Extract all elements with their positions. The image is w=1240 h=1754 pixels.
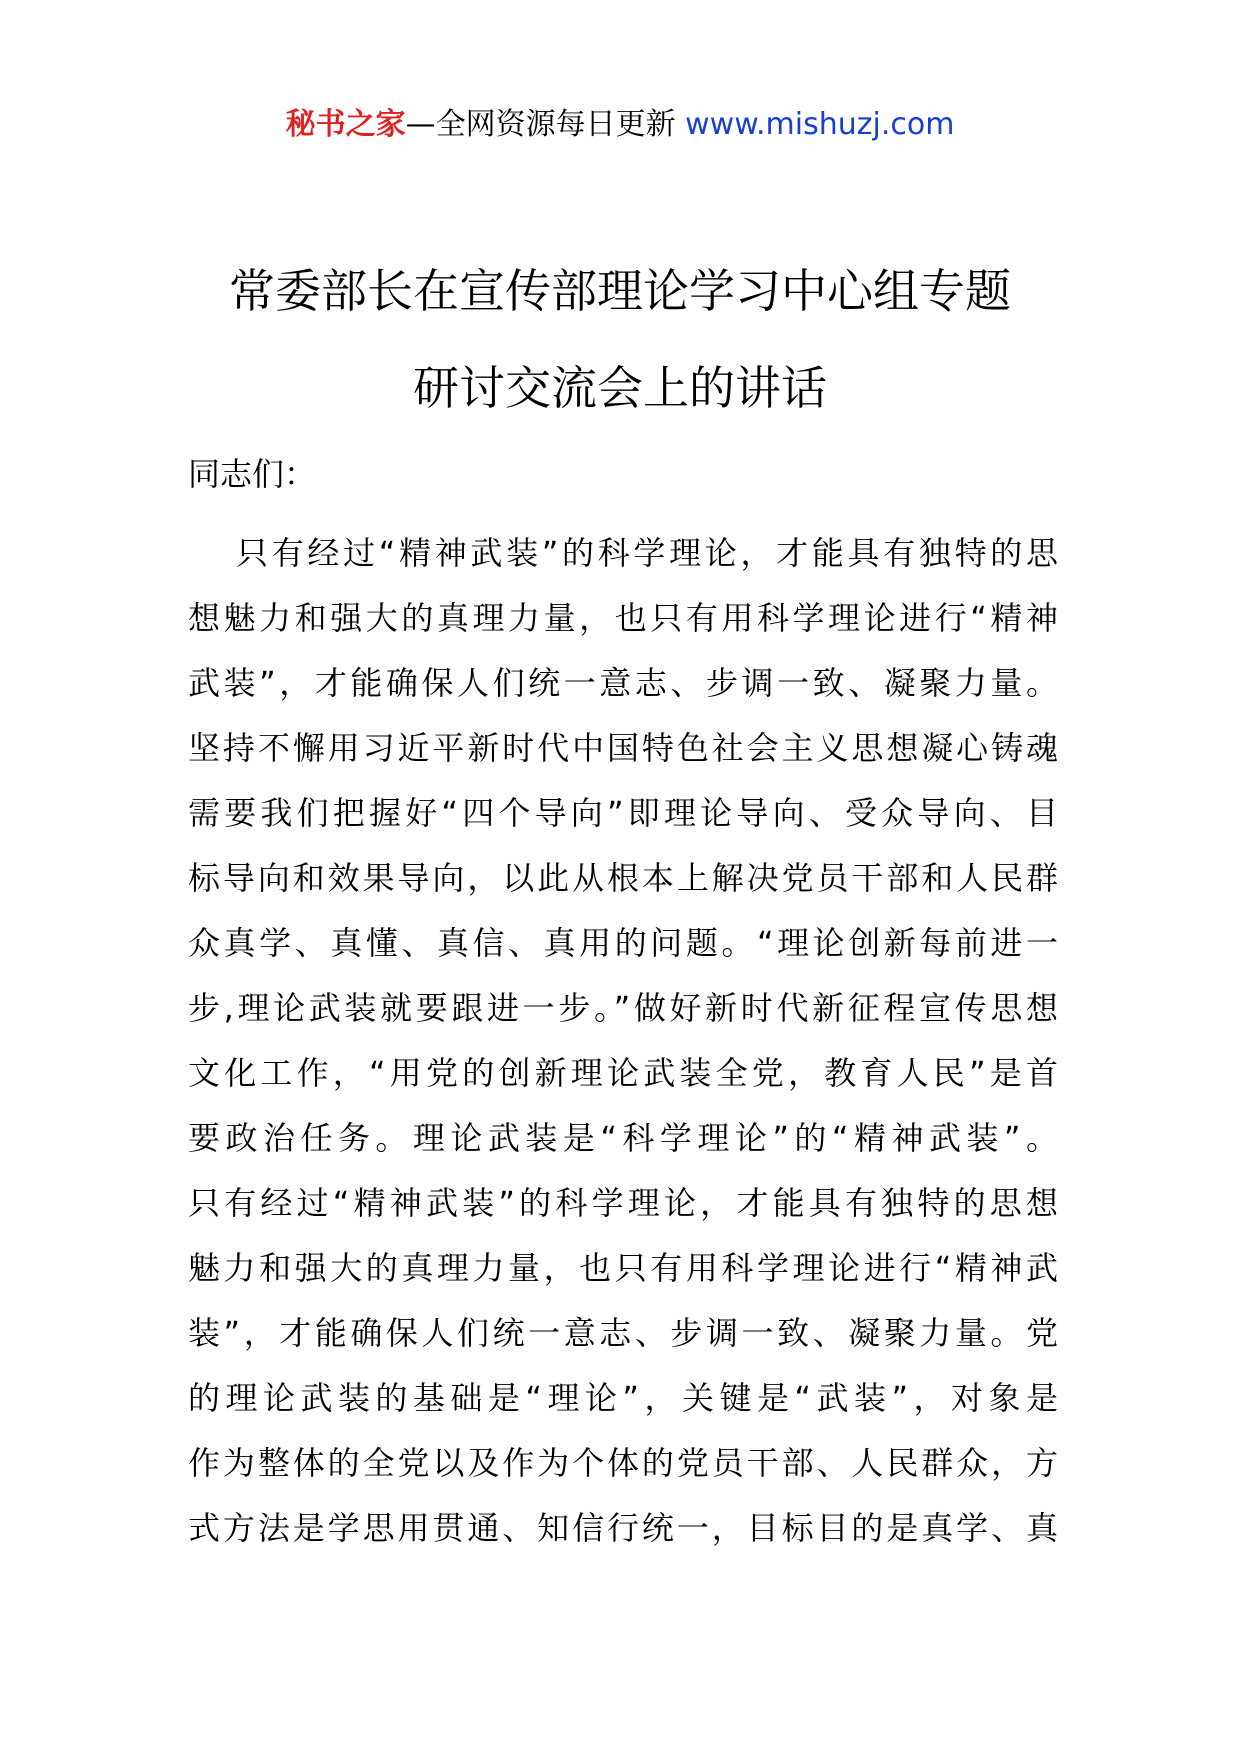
site-url-link[interactable]: www.mishuzj.com bbox=[685, 107, 955, 142]
header-separator: — bbox=[405, 107, 436, 142]
body-line: 众真学、真懂、真信、真用的问题。“理论创新每前进一 bbox=[188, 924, 1058, 962]
salutation: 同志们： bbox=[188, 455, 317, 493]
document-title-line-1: 常委部长在宣传部理论学习中心组专题 bbox=[229, 264, 1011, 318]
body-line: 只有经过“精神武装”的科学理论，才能具有独特的思 bbox=[236, 534, 1058, 572]
site-brand: 秘书之家 bbox=[285, 107, 406, 142]
site-header bbox=[0, 100, 1240, 150]
body-line: 式方法是学思用贯通、知信行统一，目标目的是真学、真 bbox=[188, 1509, 1058, 1547]
header-slogan: 全网资源每日更新 bbox=[435, 107, 686, 142]
body-line: 想魅力和强大的真理力量，也只有用科学理论进行“精神 bbox=[188, 599, 1058, 637]
body-line: 要政治任务。理论武装是“科学理论”的“精神武装”。 bbox=[188, 1119, 1058, 1157]
body-line: 坚持不懈用习近平新时代中国特色社会主义思想凝心铸魂 bbox=[188, 729, 1058, 767]
body-line: 文化工作，“用党的创新理论武装全党，教育人民”是首 bbox=[188, 1054, 1058, 1092]
body-line: 装”，才能确保人们统一意志、步调一致、凝聚力量。党 bbox=[188, 1314, 1058, 1352]
body-line: 需要我们把握好“四个导向”即理论导向、受众导向、目 bbox=[188, 794, 1058, 832]
body-line: 只有经过“精神武装”的科学理论，才能具有独特的思想 bbox=[188, 1184, 1058, 1222]
body-line: 的理论武装的基础是“理论”，关键是“武装”，对象是 bbox=[188, 1379, 1058, 1417]
document-title-line-2: 研讨交流会上的讲话 bbox=[413, 361, 827, 415]
body-line: 作为整体的全党以及作为个体的党员干部、人民群众，方 bbox=[188, 1444, 1058, 1482]
body-paragraph bbox=[188, 528, 1058, 1568]
body-line: 步,理论武装就要跟进一步。”做好新时代新征程宣传思想 bbox=[188, 989, 1058, 1027]
body-line: 标导向和效果导向，以此从根本上解决党员干部和人民群 bbox=[188, 859, 1058, 897]
body-line: 武装”，才能确保人们统一意志、步调一致、凝聚力量。 bbox=[188, 664, 1058, 702]
body-line: 魅力和强大的真理力量，也只有用科学理论进行“精神武 bbox=[188, 1249, 1058, 1287]
